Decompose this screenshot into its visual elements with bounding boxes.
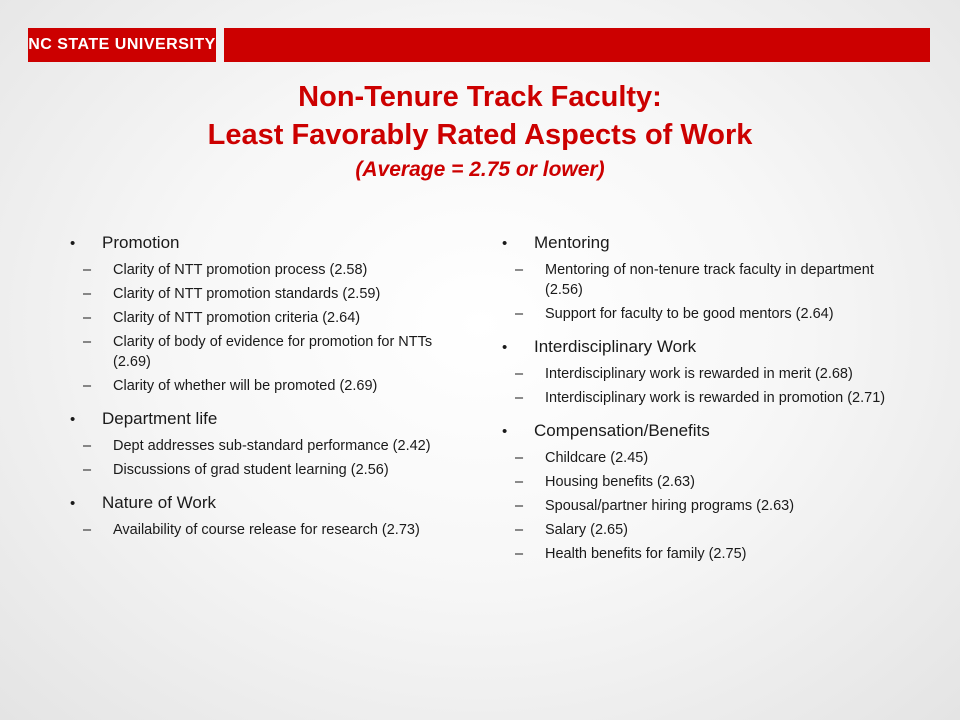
list-item bbox=[70, 260, 450, 280]
dash-icon: – bbox=[515, 474, 524, 490]
section-heading bbox=[70, 408, 450, 430]
list-item bbox=[502, 448, 902, 468]
list-item bbox=[502, 472, 902, 492]
list-item-text: Spousal/partner hiring programs (2.63) bbox=[545, 498, 795, 514]
sub-item-list bbox=[502, 364, 902, 408]
list-item-text: Childcare (2.45) bbox=[545, 450, 649, 466]
list-item-text: Support for faculty to be good mentors (2.64) bbox=[545, 306, 834, 322]
section-heading-text: Mentoring bbox=[534, 233, 610, 252]
bullet-icon: • bbox=[502, 339, 508, 356]
dash-icon: – bbox=[83, 522, 92, 538]
list-item-text: Housing benefits (2.63) bbox=[545, 474, 695, 490]
list-item bbox=[502, 304, 902, 324]
section-promotion bbox=[70, 232, 450, 396]
list-item bbox=[70, 376, 450, 396]
list-item bbox=[502, 520, 902, 540]
university-logo bbox=[28, 28, 216, 62]
sub-item-list bbox=[70, 436, 450, 480]
dash-icon: – bbox=[83, 286, 92, 302]
title-line-1: Non-Tenure Track Faculty: bbox=[298, 81, 662, 113]
logo-text: NC STATE UNIVERSITY bbox=[28, 36, 216, 53]
dash-icon: – bbox=[83, 378, 92, 394]
list-item-text: Clarity of NTT promotion criteria (2.64) bbox=[113, 310, 361, 326]
list-item-text: Mentoring of non-tenure track faculty in department (2.56) bbox=[545, 262, 874, 298]
right-column bbox=[502, 232, 902, 576]
sub-item-list bbox=[70, 260, 450, 396]
sub-item-list bbox=[70, 520, 450, 540]
left-column bbox=[70, 232, 450, 552]
dash-icon: – bbox=[83, 462, 92, 478]
brand-bar bbox=[28, 28, 930, 62]
list-item-text: Discussions of grad student learning (2.56) bbox=[113, 462, 389, 478]
title-subtitle: (Average = 2.75 or lower) bbox=[355, 158, 605, 181]
dash-icon: – bbox=[515, 498, 524, 514]
section-heading-text: Department life bbox=[102, 409, 218, 428]
list-item bbox=[70, 520, 450, 540]
bullet-icon: • bbox=[502, 423, 508, 440]
section-heading bbox=[502, 420, 902, 442]
list-item bbox=[70, 284, 450, 304]
section-heading-text: Interdisciplinary Work bbox=[534, 337, 697, 356]
dash-icon: – bbox=[83, 310, 92, 326]
slide-title bbox=[0, 78, 960, 184]
list-item-text: Clarity of body of evidence for promotion for NTTs (2.69) bbox=[113, 334, 433, 370]
list-item-text: Health benefits for family (2.75) bbox=[545, 546, 747, 562]
section-compensation-benefits bbox=[502, 420, 902, 564]
section-heading-text: Nature of Work bbox=[102, 493, 217, 512]
list-item bbox=[502, 260, 902, 300]
section-nature-of-work bbox=[70, 492, 450, 540]
bullet-icon: • bbox=[70, 411, 76, 428]
section-heading bbox=[70, 492, 450, 514]
list-item bbox=[70, 332, 450, 372]
list-item bbox=[70, 460, 450, 480]
section-heading-text: Promotion bbox=[102, 233, 180, 252]
section-department-life bbox=[70, 408, 450, 480]
sub-item-list bbox=[502, 448, 902, 564]
list-item bbox=[502, 364, 902, 384]
bullet-icon: • bbox=[70, 495, 76, 512]
list-item-text: Interdisciplinary work is rewarded in promotion (2.71) bbox=[545, 390, 886, 406]
list-item bbox=[502, 496, 902, 516]
dash-icon: – bbox=[83, 262, 92, 278]
list-item-text: Dept addresses sub-standard performance (2.42) bbox=[113, 438, 431, 454]
section-heading bbox=[502, 336, 902, 358]
list-item bbox=[502, 388, 902, 408]
dash-icon: – bbox=[515, 366, 524, 382]
dash-icon: – bbox=[515, 390, 524, 406]
dash-icon: – bbox=[515, 450, 524, 466]
section-heading bbox=[502, 232, 902, 254]
title-line-2: Least Favorably Rated Aspects of Work bbox=[207, 119, 753, 151]
dash-icon: – bbox=[515, 306, 524, 322]
list-item-text: Clarity of whether will be promoted (2.69) bbox=[113, 378, 378, 394]
bullet-icon: • bbox=[502, 235, 508, 252]
section-heading-text: Compensation/Benefits bbox=[534, 421, 710, 440]
section-interdisciplinary-work bbox=[502, 336, 902, 408]
list-item-text: Clarity of NTT promotion standards (2.59) bbox=[113, 286, 381, 302]
list-item-text: Availability of course release for research (2.73) bbox=[113, 522, 420, 538]
section-heading bbox=[70, 232, 450, 254]
dash-icon: – bbox=[83, 438, 92, 454]
dash-icon: – bbox=[515, 546, 524, 562]
red-header-strip bbox=[224, 28, 930, 62]
dash-icon: – bbox=[83, 334, 92, 350]
list-item-text: Salary (2.65) bbox=[545, 522, 629, 538]
list-item bbox=[70, 436, 450, 456]
list-item-text: Clarity of NTT promotion process (2.58) bbox=[113, 262, 368, 278]
dash-icon: – bbox=[515, 262, 524, 278]
dash-icon: – bbox=[515, 522, 524, 538]
section-mentoring bbox=[502, 232, 902, 324]
list-item-text: Interdisciplinary work is rewarded in merit (2.68) bbox=[545, 366, 853, 382]
sub-item-list bbox=[502, 260, 902, 324]
logo-gap bbox=[216, 28, 224, 62]
list-item bbox=[502, 544, 902, 564]
bullet-icon: • bbox=[70, 235, 76, 252]
list-item bbox=[70, 308, 450, 328]
